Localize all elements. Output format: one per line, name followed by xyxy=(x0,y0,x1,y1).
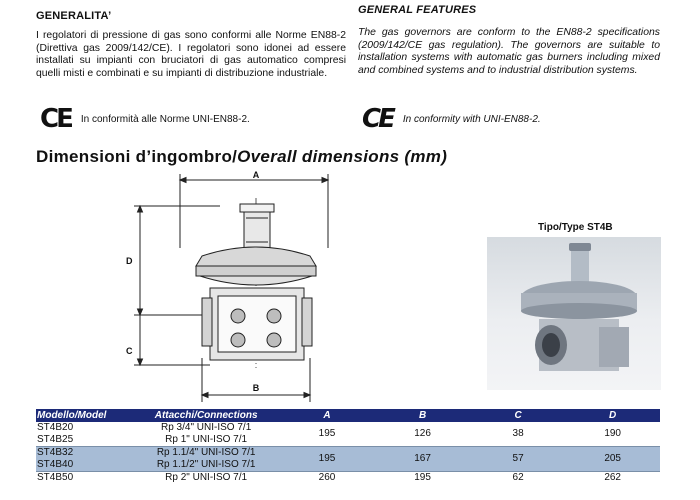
product-photo xyxy=(487,237,661,390)
ce-mark-icon: CE xyxy=(40,104,71,134)
gas-governor-photo-icon xyxy=(487,237,661,390)
ce-text-en: In conformity with UNI-EN88-2. xyxy=(402,113,541,125)
heading-generalita: GENERALITA’ xyxy=(36,10,112,22)
cell-connection: Rp 1.1/4" UNI-ISO 7/1 xyxy=(133,447,279,460)
paragraph-it: I regolatori di pressione di gas sono conformi alle Norme EN88-2 (Direttiva gas 2009/142/CE). I regolatori sono idonei ad essere installati su impianti con bruciatori di gas automatico compresi quelli misti e combinati e su impianti di distribuzione industriale. xyxy=(36,30,346,79)
cell-model: ST4B50 xyxy=(36,472,133,485)
cell-b: 195 xyxy=(375,472,471,485)
photo-caption: Tipo/Type ST4B xyxy=(538,222,613,233)
cell-model: ST4B25 xyxy=(37,434,74,445)
ce-conformity-en xyxy=(362,106,541,132)
section-title-en: Overall dimensions (mm) xyxy=(237,147,448,166)
header-a: A xyxy=(279,409,375,422)
table-header-row xyxy=(36,409,660,422)
cell-connection: Rp 1.1/2" UNI-ISO 7/1 xyxy=(133,459,279,472)
table-row xyxy=(36,447,660,460)
header-d: D xyxy=(566,409,660,422)
header-model: Modello/Model xyxy=(36,409,133,422)
ce-text-it: In conformità alle Norme UNI-EN88-2. xyxy=(80,113,250,125)
cell-b: 126 xyxy=(414,428,431,439)
ce-conformity-it xyxy=(40,106,250,132)
table-row xyxy=(36,472,660,485)
cell-a: 260 xyxy=(279,472,375,485)
header-connections: Attacchi/Connections xyxy=(133,409,279,422)
cell-c: 57 xyxy=(470,447,565,472)
header-c: C xyxy=(470,409,565,422)
cell-c: 38 xyxy=(512,428,524,439)
section-title-it: Dimensioni d’ingombro/ xyxy=(36,147,238,166)
paragraph-en: The gas governors are conform to the EN88-2 specifications (2009/142/CE gas regulation). The governors are suitable to installation systems with automatic gas burners including mixed and combined systems and to industrial distribution systems. xyxy=(358,27,660,76)
heading-general-features: GENERAL FEATURES xyxy=(358,4,477,16)
cell-connection: Rp 3/4" UNI-ISO 7/1 xyxy=(161,422,252,433)
cell-connection: Rp 1" UNI-ISO 7/1 xyxy=(165,434,248,445)
dim-label-b: B xyxy=(252,383,260,393)
dim-label-c: C xyxy=(126,346,133,356)
cell-a: 195 xyxy=(279,447,375,472)
cell-d: 262 xyxy=(566,472,660,485)
dimensions-table xyxy=(36,409,660,484)
cell-model: ST4B40 xyxy=(36,459,133,472)
cell-connection: Rp 2" UNI-ISO 7/1 xyxy=(133,472,279,485)
dim-label-a: A xyxy=(252,170,260,180)
ce-mark-icon: CE xyxy=(362,104,393,134)
cell-c: 62 xyxy=(470,472,565,485)
cell-model: ST4B20 xyxy=(37,422,74,433)
cell-model: ST4B32 xyxy=(36,447,133,460)
cell-b: 167 xyxy=(375,447,471,472)
cell-a: 195 xyxy=(318,428,336,439)
dimension-drawing xyxy=(110,168,350,404)
cell-d: 190 xyxy=(604,428,621,439)
table-row xyxy=(36,422,660,434)
header-b: B xyxy=(375,409,471,422)
section-title xyxy=(36,147,447,167)
cell-d: 205 xyxy=(566,447,660,472)
dim-label-d: D xyxy=(126,256,133,266)
